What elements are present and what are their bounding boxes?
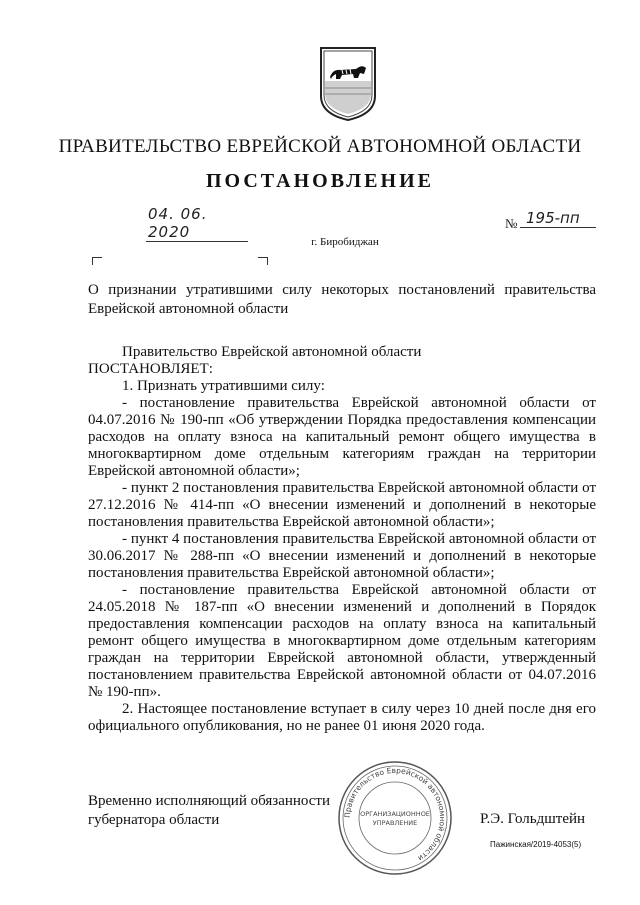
clause-1-item-4: - постановление правительства Еврейской автономной области от 24.05.2018 № 187-пп «О внесении изменений и дополнений в Порядок предоставления компенсации расходов на оплату взноса на капитальный ремонт общего имущества в многоквартирном доме отдельным категориям граждан на территории Еврейской автономной области, утвержденный постановлением правительства Еврейской автономной области от 04.07.2016 № 190-пп». <box>88 582 596 700</box>
government-name-heading: ПРАВИТЕЛЬСТВО ЕВРЕЙСКОЙ АВТОНОМНОЙ ОБЛАСТИ <box>58 136 582 157</box>
resolution-title: О признании утратившими силу некоторых постановлений правительства Еврейской автономной области <box>88 282 596 317</box>
intro-line: Правительство Еврейской автономной области <box>122 344 422 360</box>
official-stamp <box>335 758 455 878</box>
resolves-line: ПОСТАНОВЛЯЕТ: <box>88 361 213 377</box>
clause-2: 2. Настоящее постановление вступает в силу через 10 дней после дня его официального опубликования, но не ранее 01 июня 2020 года. <box>88 701 596 734</box>
city-label: г. Биробиджан <box>311 236 379 248</box>
footer-reference: Пажинская/2019-4053(5) <box>490 840 582 849</box>
signatory-position-line2: губернатора области <box>88 812 220 828</box>
signatory-position-line1: Временно исполняющий обязанности <box>88 793 331 809</box>
document-number: 195-пп <box>520 209 596 228</box>
clause-1-item-2: - пункт 2 постановления правительства Еврейской автономной области от 27.12.2016 № 414-пп «О внесении изменений и дополнений в некоторые постановления правительства Еврейской автономной области»; <box>88 480 596 530</box>
signatory-name: Р.Э. Гольдштейн <box>480 811 586 827</box>
coat-of-arms-emblem <box>318 44 378 122</box>
title-bracket-right <box>258 257 268 265</box>
title-bracket-left <box>92 257 102 265</box>
number-label: № <box>505 216 518 231</box>
stamp-ring-text: Правительство Еврейской автономной области <box>342 765 448 863</box>
clause-1-item-1: - постановление правительства Еврейской автономной области от 04.07.2016 № 190-пп «Об утверждении Порядка предоставления компенсации расходов на оплату взноса на капитальный ремонт общего имущества в многоквартирном доме отдельным категориям граждан на территории Еврейской автономной области»; <box>88 395 596 479</box>
signatory-position <box>88 792 330 830</box>
document-type-title: ПОСТАНОВЛЕНИЕ <box>206 170 434 192</box>
stamp-center-line1: ОРГАНИЗАЦИОННОЕ <box>360 810 430 818</box>
clause-1: 1. Признать утратившими силу: <box>122 378 325 394</box>
resolution-body <box>88 344 596 735</box>
stamp-center-line2: УПРАВЛЕНИЕ <box>372 819 418 827</box>
document-date: 04. 06. 2020 <box>146 205 248 242</box>
clause-1-item-3: - пункт 4 постановления правительства Еврейской автономной области от 30.06.2017 № 288-пп «О внесении изменений и дополнений в некоторые постановления правительства Еврейской автономной области»; <box>88 531 596 581</box>
